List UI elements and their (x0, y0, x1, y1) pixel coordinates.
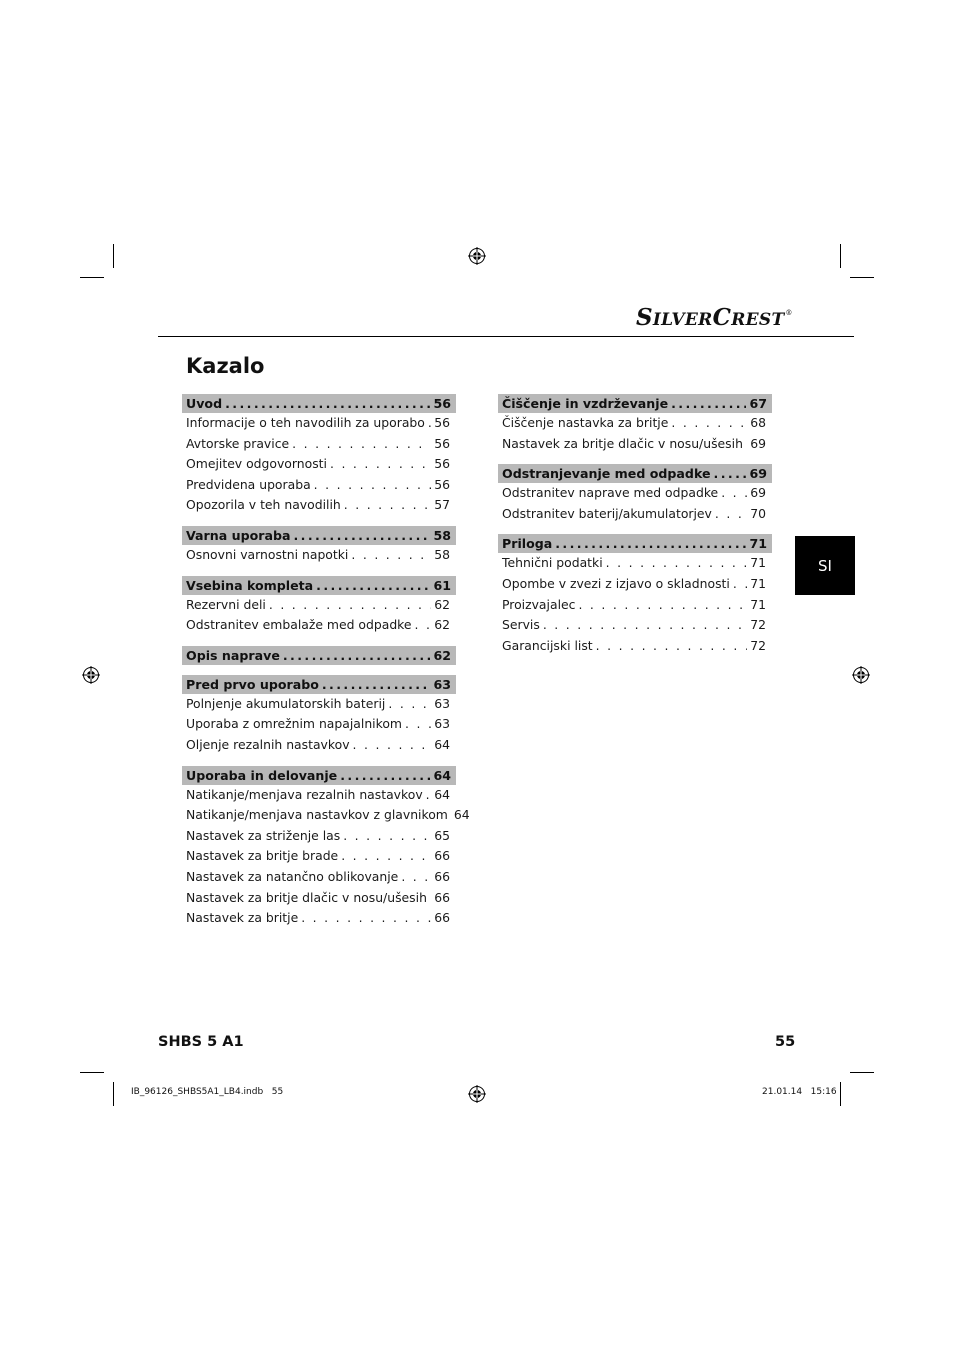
dot-leader (344, 495, 431, 516)
toc-section-title: Vsebina kompleta (186, 577, 314, 593)
toc-entry[interactable] (182, 888, 456, 909)
toc-section (498, 394, 772, 454)
toc-entry-label: Čiščenje nastavka za britje (502, 415, 669, 430)
toc-entry-label: Informacije o teh navodilih za uporabo (186, 415, 425, 430)
toc-section-heading[interactable] (182, 394, 456, 413)
dot-leader (555, 534, 746, 553)
dot-leader (430, 888, 431, 909)
toc-section-page: 71 (749, 536, 767, 552)
dot-leader (314, 475, 432, 496)
toc-entry[interactable] (182, 545, 456, 566)
toc-entry-page: 57 (434, 497, 450, 513)
toc-section-heading[interactable] (182, 576, 456, 595)
toc-section-page: 69 (749, 466, 767, 482)
toc-entry[interactable] (182, 694, 456, 715)
dot-leader (715, 504, 747, 525)
page-number: 55 (775, 1034, 796, 1050)
toc-section-heading[interactable] (498, 464, 772, 483)
toc-entry[interactable] (182, 785, 456, 806)
toc-entry-label: Uporaba z omrežnim napajalnikom (186, 716, 403, 732)
crop-mark (850, 1072, 874, 1073)
toc-section-page: 67 (749, 396, 767, 411)
toc-entry[interactable] (498, 434, 772, 455)
dot-leader (292, 434, 431, 455)
print-slug-file: IB_96126_SHBS5A1_LB4.indb 55 (131, 1087, 284, 1097)
dot-leader (225, 394, 430, 413)
toc-entry-page: 65 (434, 827, 450, 843)
toc-left-column (182, 394, 470, 939)
print-slug-date: 21.01.14 15:16 (762, 1087, 837, 1097)
toc-entry-page: 66 (434, 848, 450, 864)
toc-section (182, 675, 456, 756)
registration-target-icon (468, 247, 486, 265)
toc-entry-page: 72 (750, 637, 766, 653)
registration-target-icon (468, 1085, 486, 1103)
dot-leader (578, 595, 747, 616)
toc-entry-label: Predvidena uporaba (186, 476, 311, 492)
toc-entry-label: Proizvajalec (502, 596, 576, 612)
toc-entry-label: Natikanje/menjava nastavkov z glavnikom (186, 807, 448, 823)
toc-entry-label: Osnovni varnostni napotki (186, 546, 349, 562)
toc-entry-label: Polnjenje akumulatorskih baterij (186, 695, 386, 711)
toc-section (498, 534, 772, 656)
toc-entry-label: Garancijski list (502, 637, 593, 653)
toc-entry-page: 64 (453, 807, 470, 823)
toc-entry-label: Odstranitev naprave med odpadke (502, 485, 719, 501)
toc-entry[interactable] (182, 454, 456, 475)
page-title: Kazalo (186, 354, 265, 378)
toc-entry-label: Nastavek za britje dlačic v nosu/ušesih (502, 435, 743, 451)
toc-entry-page: 62 (434, 596, 450, 612)
toc-section (182, 646, 456, 665)
dot-leader (606, 553, 748, 574)
toc-entry-page: 63 (434, 695, 450, 711)
dot-leader (269, 595, 431, 616)
dot-leader (428, 413, 431, 434)
toc-entry[interactable] (498, 636, 772, 657)
toc-right-column (498, 394, 772, 666)
dot-leader (721, 483, 747, 504)
dot-leader (596, 636, 748, 657)
toc-section-title: Varna uporaba (186, 527, 291, 543)
toc-entry-page: 66 (434, 868, 450, 884)
toc-entry-page: 69 (750, 485, 766, 501)
toc-section-page: 61 (433, 577, 451, 593)
toc-entry-page: 68 (750, 415, 766, 430)
toc-entry-page: 56 (434, 415, 450, 430)
toc-section-title: Uvod (186, 396, 223, 411)
brand-logo: SILVERCREST® (636, 304, 793, 331)
toc-section-title: Opis naprave (186, 647, 280, 663)
toc-section (182, 526, 456, 566)
crop-mark (850, 277, 874, 278)
toc-section-title: Pred prvo uporabo (186, 676, 319, 692)
toc-entry-label: Omejitev odgovornosti (186, 456, 327, 472)
dot-leader (415, 615, 432, 636)
toc-entry-label: Rezervni deli (186, 596, 266, 612)
toc-section-page: 56 (433, 396, 451, 411)
toc-section-page: 58 (433, 527, 451, 543)
toc-entry[interactable] (498, 574, 772, 595)
toc-entry-label: Oljenje rezalnih nastavkov (186, 736, 350, 752)
header-rule (158, 336, 854, 337)
crop-mark (113, 1082, 114, 1106)
toc-entry-page: 64 (434, 736, 450, 752)
toc-section-heading[interactable] (182, 646, 456, 665)
dot-leader (671, 394, 746, 413)
toc-entry-label: Nastavek za striženje las (186, 827, 341, 843)
dot-leader (341, 846, 431, 867)
toc-section-heading[interactable] (182, 766, 456, 785)
toc-entry[interactable] (182, 908, 456, 929)
toc-entry[interactable] (498, 615, 772, 636)
toc-section (182, 766, 470, 929)
toc-entry[interactable] (498, 504, 772, 525)
toc-entry-label: Natikanje/menjava rezalnih nastavkov (186, 786, 423, 802)
toc-section-heading[interactable] (182, 526, 456, 545)
toc-entry-page: 56 (434, 456, 450, 472)
toc-entry-label: Servis (502, 617, 540, 633)
toc-entry-label: Opombe v zvezi z izjavo o skladnosti (502, 575, 730, 591)
toc-entry[interactable] (182, 434, 456, 455)
toc-entry-page: 56 (434, 435, 450, 451)
toc-entry[interactable] (182, 595, 456, 616)
dot-leader (543, 615, 747, 636)
toc-entry[interactable] (182, 495, 456, 516)
toc-section-page: 62 (433, 647, 451, 663)
language-tab-label: SI (818, 556, 832, 575)
toc-entry-label: Tehnični podatki (502, 555, 603, 571)
toc-entry-label: Odstranitev embalaže med odpadke (186, 617, 412, 633)
toc-entry-page: 71 (750, 575, 766, 591)
dot-leader (330, 454, 431, 475)
toc-entry[interactable] (182, 475, 456, 496)
toc-entry-label: Nastavek za natančno oblikovanje (186, 868, 399, 884)
dot-leader (353, 735, 432, 756)
dot-leader (671, 413, 747, 434)
registration-target-icon (852, 666, 870, 684)
dot-leader (293, 526, 430, 545)
crop-mark (113, 244, 114, 268)
dot-leader (322, 675, 431, 694)
toc-entry-page: 66 (434, 889, 450, 905)
toc-entry-label: Odstranitev baterij/akumulatorjev (502, 505, 712, 521)
dot-leader (301, 908, 431, 929)
toc-entry[interactable] (182, 615, 456, 636)
toc-entry[interactable] (498, 553, 772, 574)
toc-section (182, 394, 456, 516)
toc-section-heading[interactable] (498, 394, 772, 413)
toc-section-heading[interactable] (498, 534, 772, 553)
dot-leader (388, 694, 431, 715)
toc-entry[interactable] (182, 846, 456, 867)
toc-section-title: Čiščenje in vzdrževanje (502, 396, 669, 411)
toc-entry[interactable] (182, 826, 456, 847)
dot-leader (714, 464, 747, 483)
toc-section-title: Uporaba in delovanje (186, 767, 338, 783)
toc-entry[interactable] (182, 714, 456, 735)
dot-leader (746, 434, 747, 455)
toc-section-page: 63 (433, 676, 451, 692)
toc-entry-label: Opozorila v teh navodilih (186, 497, 341, 513)
language-tab (795, 536, 855, 595)
toc-section (498, 464, 772, 524)
crop-mark (840, 1082, 841, 1106)
toc-entry-page: 70 (750, 505, 766, 521)
toc-entry-page: 66 (434, 910, 450, 926)
dot-leader (426, 785, 432, 806)
crop-mark (80, 1072, 104, 1073)
dot-leader (316, 576, 430, 595)
toc-entry-page: 62 (434, 617, 450, 633)
dot-leader (401, 867, 431, 888)
toc-entry[interactable] (498, 595, 772, 616)
toc-entry[interactable] (498, 413, 772, 434)
toc-entry[interactable] (182, 735, 456, 756)
toc-entry[interactable] (182, 413, 456, 434)
crop-mark (840, 244, 841, 268)
dot-leader (351, 545, 431, 566)
toc-entry-page: 71 (750, 596, 766, 612)
toc-entry-page: 72 (750, 617, 766, 633)
toc-entry-page: 69 (750, 435, 766, 451)
crop-mark (80, 277, 104, 278)
toc-entry[interactable] (182, 805, 470, 826)
toc-section-title: Odstranjevanje med odpadke (502, 466, 711, 482)
toc-entry-label: Nastavek za britje (186, 910, 299, 926)
dot-leader (343, 826, 431, 847)
toc-entry[interactable] (498, 483, 772, 504)
registration-target-icon (82, 666, 100, 684)
model-number: SHBS 5 A1 (158, 1034, 244, 1050)
toc-section-page: 64 (433, 767, 451, 783)
toc-entry-page: 63 (434, 716, 450, 732)
toc-entry-page: 58 (434, 546, 450, 562)
toc-section (182, 576, 456, 636)
toc-entry-label: Avtorske pravice (186, 435, 290, 451)
toc-entry-page: 56 (434, 476, 450, 492)
dot-leader (283, 646, 431, 665)
dot-leader (340, 766, 430, 785)
toc-section-title: Priloga (502, 536, 553, 552)
toc-section-heading[interactable] (182, 675, 456, 694)
dot-leader (733, 574, 747, 595)
toc-entry-page: 64 (434, 786, 450, 802)
toc-entry[interactable] (182, 867, 456, 888)
toc-entry-page: 71 (750, 555, 766, 571)
dot-leader (405, 714, 431, 735)
toc-entry-label: Nastavek za britje brade (186, 848, 339, 864)
toc-entry-label: Nastavek za britje dlačic v nosu/ušesih (186, 889, 427, 905)
